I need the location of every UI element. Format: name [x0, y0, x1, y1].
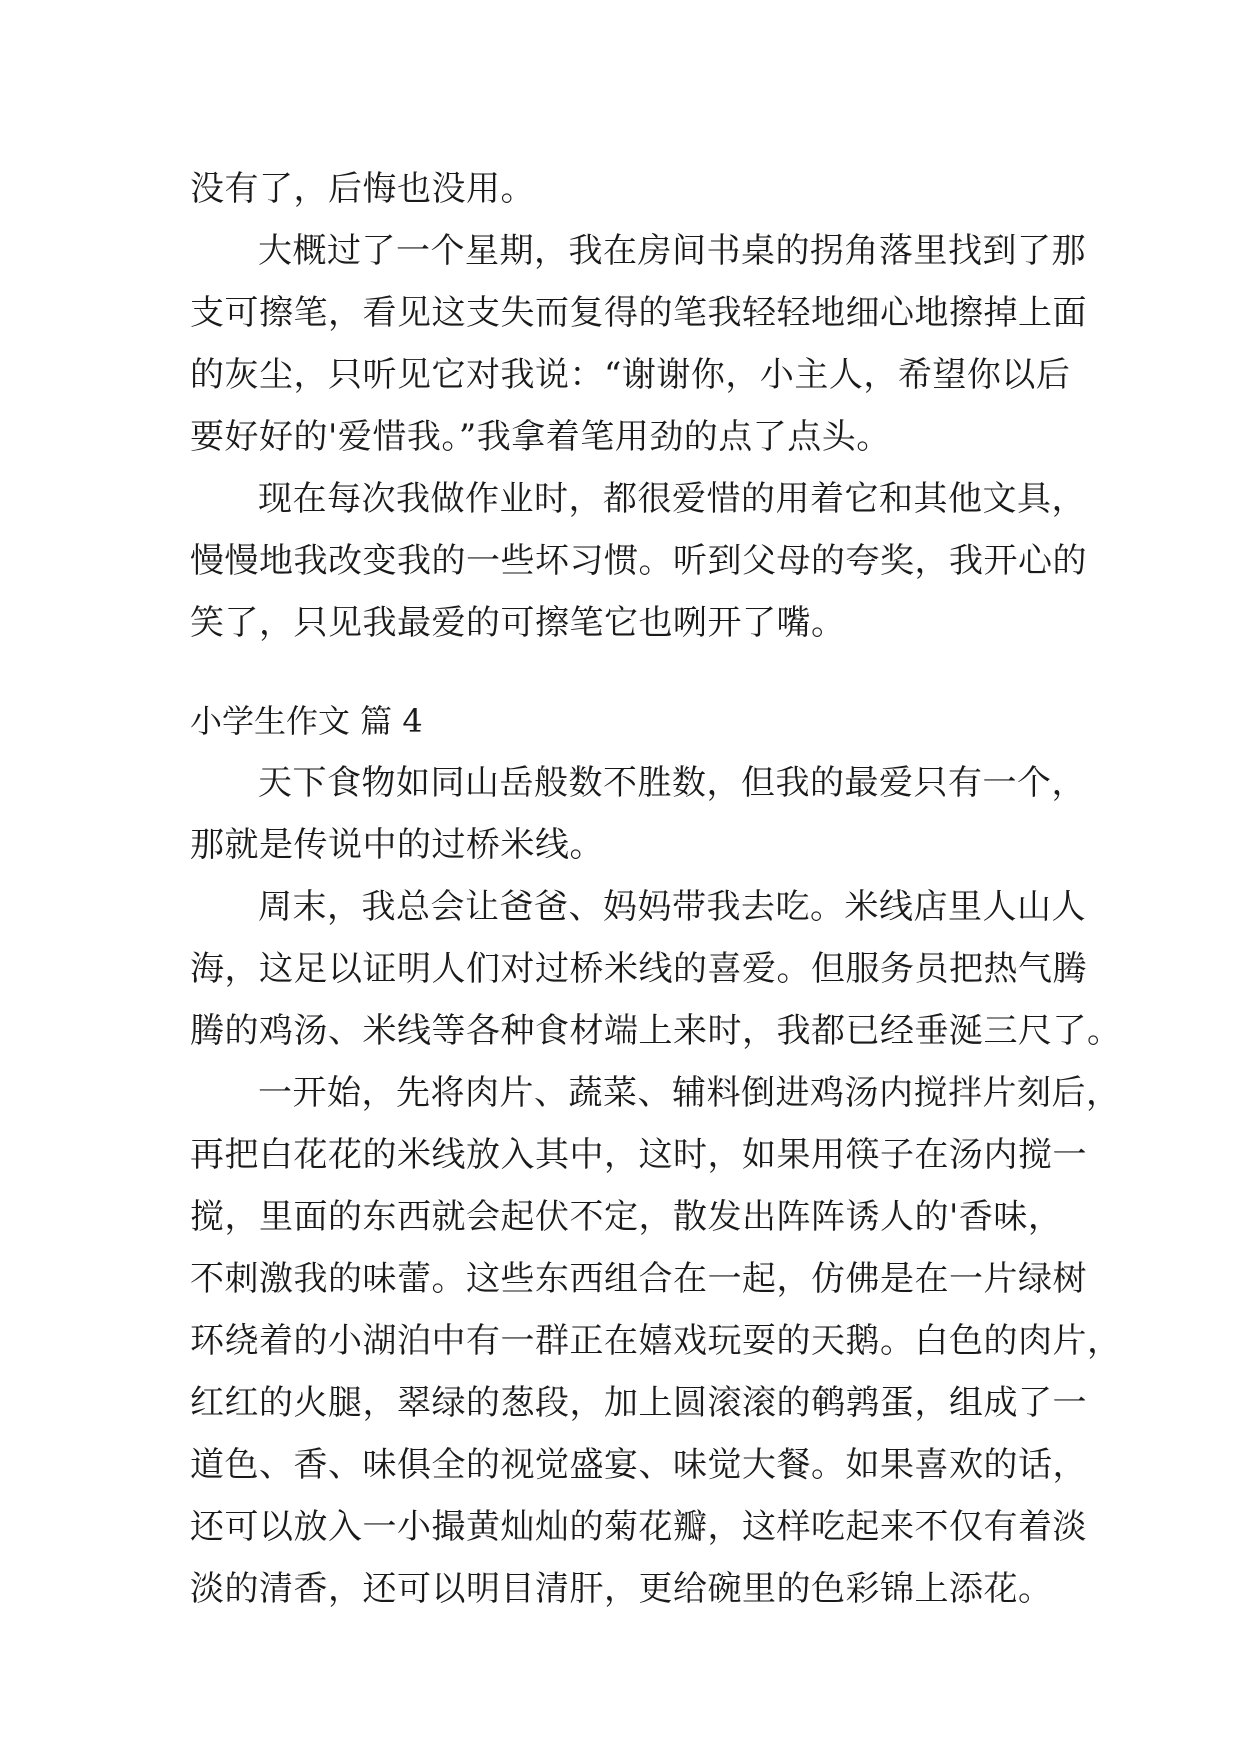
section-spacer — [190, 654, 1062, 690]
text-line: 那就是传说中的过桥米线。 — [190, 825, 604, 865]
text-line: 要好好的'爱惜我。”我拿着笔用劲的点了点头。 — [190, 417, 891, 457]
text-line: 一开始，先将肉片、蔬菜、辅料倒进鸡汤内搅拌片刻后， — [258, 1073, 1121, 1113]
text-line: 没有了，后悔也没用。 — [190, 169, 535, 209]
paragraph — [190, 1062, 1122, 1620]
paragraph — [190, 876, 1122, 1062]
text-line: 环绕着的小湖泊中有一群正在嬉戏玩耍的天鹅。白色的肉片， — [190, 1321, 1122, 1361]
text-line: 现在每次我做作业时，都很爱惜的用着它和其他文具， — [258, 479, 1086, 519]
text-line: 支可擦笔，看见这支失而复得的笔我轻轻地细心地擦掉上面 — [190, 293, 1087, 333]
text-line: 不刺激我的味蕾。这些东西组合在一起，仿佛是在一片绿树 — [190, 1259, 1087, 1299]
paragraph — [190, 158, 1062, 220]
text-line: 海，这足以证明人们对过桥米线的喜爱。但服务员把热气腾 — [190, 949, 1087, 989]
text-line: 道色、香、味俱全的视觉盛宴、味觉大餐。如果喜欢的话， — [190, 1445, 1087, 1485]
document-body — [190, 158, 1122, 1620]
text-line: 笑了，只见我最爱的可擦笔它也咧开了嘴。 — [190, 603, 846, 643]
text-line: 慢慢地我改变我的一些坏习惯。听到父母的夸奖，我开心的 — [190, 541, 1087, 581]
text-line: 搅，里面的东西就会起伏不定，散发出阵阵诱人的'香味， — [190, 1197, 1063, 1237]
text-line: 的灰尘，只听见它对我说：“谢谢你，小主人，希望你以后 — [190, 355, 1071, 395]
text-line: 淡的清香，还可以明目清肝，更给碗里的色彩锦上添花。 — [190, 1569, 1053, 1609]
text-line: 红红的火腿，翠绿的葱段，加上圆滚滚的鹌鹑蛋，组成了一 — [190, 1383, 1087, 1423]
text-line: 再把白花花的米线放入其中，这时，如果用筷子在汤内搅一 — [190, 1135, 1087, 1175]
text-line: 腾的鸡汤、米线等各种食材端上来时，我都已经垂涎三尺了。 — [190, 1011, 1122, 1051]
essay-title: 小学生作文 篇 4 — [190, 702, 423, 740]
text-line: 还可以放入一小撮黄灿灿的菊花瓣，这样吃起来不仅有着淡 — [190, 1507, 1087, 1547]
text-line: 天下食物如同山岳般数不胜数，但我的最爱只有一个， — [258, 763, 1086, 803]
text-line: 大概过了一个星期，我在房间书桌的拐角落里找到了那 — [258, 231, 1086, 271]
paragraph — [190, 220, 1087, 468]
paragraph — [190, 752, 1086, 876]
text-line: 周末，我总会让爸爸、妈妈带我去吃。米线店里人山人 — [258, 887, 1086, 927]
paragraph — [190, 468, 1087, 654]
